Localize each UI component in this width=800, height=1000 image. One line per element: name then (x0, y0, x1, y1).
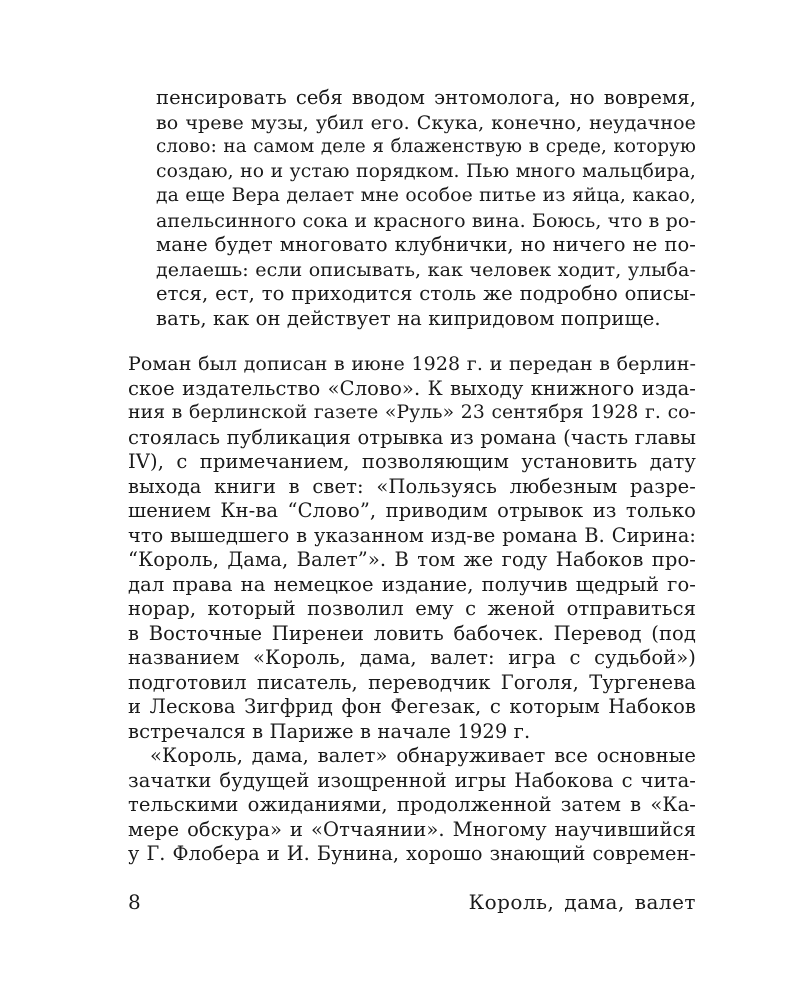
paragraph-line: подготовил писатель, переводчик Гоголя, Тургенева (128, 670, 696, 694)
paragraph-line: “Король, Дама, Валет”». В том же году Набоков про- (128, 548, 696, 571)
paragraph-line: дал права на немецкое издание, получив щедрый го- (128, 572, 696, 596)
paragraph-line: мере обскура» и «Отчаянии». Многому научившийся (128, 817, 696, 841)
paragraph-line: названием «Король, дама, валет: игра с судьбой») (128, 646, 696, 669)
paragraph-line: шением Кн-ва “Слово”, приводим отрывок из только (128, 499, 696, 522)
paragraph-line: «Король, дама, валет» обнаруживает все основные (150, 744, 696, 767)
paragraph-line: тельскими ожиданиями, продолженной затем в «Ка- (128, 793, 696, 816)
paragraph-line: стоялась публикация отрывка из романа (часть главы (128, 425, 696, 449)
paragraph-line: ния в берлинской газете «Руль» 23 сентября 1928 г. со- (128, 402, 696, 423)
paragraph-line: зачатки будущей изощренной игры Набокова с чита- (128, 768, 696, 792)
paragraph-line: в Восточные Пиренеи ловить бабочек. Перевод (под (128, 621, 696, 645)
paragraph-line: и Лескова Зигфрид фон Фегезак, с которым Набоков (128, 695, 696, 718)
quote-line: делаешь: если описывать, как человек ходит, улыба- (156, 258, 696, 281)
paragraph-line: встречался в Париже в начале 1929 г. (128, 719, 531, 743)
paragraph-line: норар, который позволил ему с женой отправиться (128, 597, 696, 620)
paragraph-line: что вышедшего в указанном изд-ве романа В. Сирина: (128, 523, 696, 547)
quote-line: во чреве музы, убил его. Скука, конечно, неудачное (156, 111, 696, 134)
quote-line: вать, как он действует на кипридовом поприще. (156, 306, 661, 330)
paragraph-line: Роман был дописан в июне 1928 г. и передан в берлин- (128, 353, 696, 375)
quote-line: ется, ест, то приходится столь же подробно описы- (156, 282, 696, 305)
quote-line: слово: на самом деле я блаженствую в среде, которую (156, 136, 696, 157)
paragraph-line: IV), с примечанием, позволяющим установить дату (128, 450, 696, 473)
quoted-letter-block (156, 86, 696, 331)
paragraph-line: у Г. Флобера и И. Бунина, хорошо знающий современ- (128, 842, 696, 865)
page-number: 8 (128, 890, 141, 914)
body-text-block (128, 352, 696, 867)
quote-line: пенсировать себя вводом энтомолога, но вовремя, (156, 86, 696, 109)
quote-line: создаю, но и устаю порядком. Пью много мальцбира, (156, 160, 696, 182)
paragraph-line: ское издательство «Слово». К выходу книжного изда- (128, 376, 696, 400)
quote-line: да еще Вера делает мне особое питье из яйца, какао, (156, 185, 696, 206)
quote-line: мане будет многовато клубнички, но ничего не по- (156, 233, 696, 256)
quote-line: апельсинного сока и красного вина. Боюсь, что в ро- (156, 209, 696, 232)
paragraph-line: выхода книги в свет: «Пользуясь любезным разре- (128, 474, 696, 498)
running-footer-title: Король, дама, валет (468, 890, 696, 914)
